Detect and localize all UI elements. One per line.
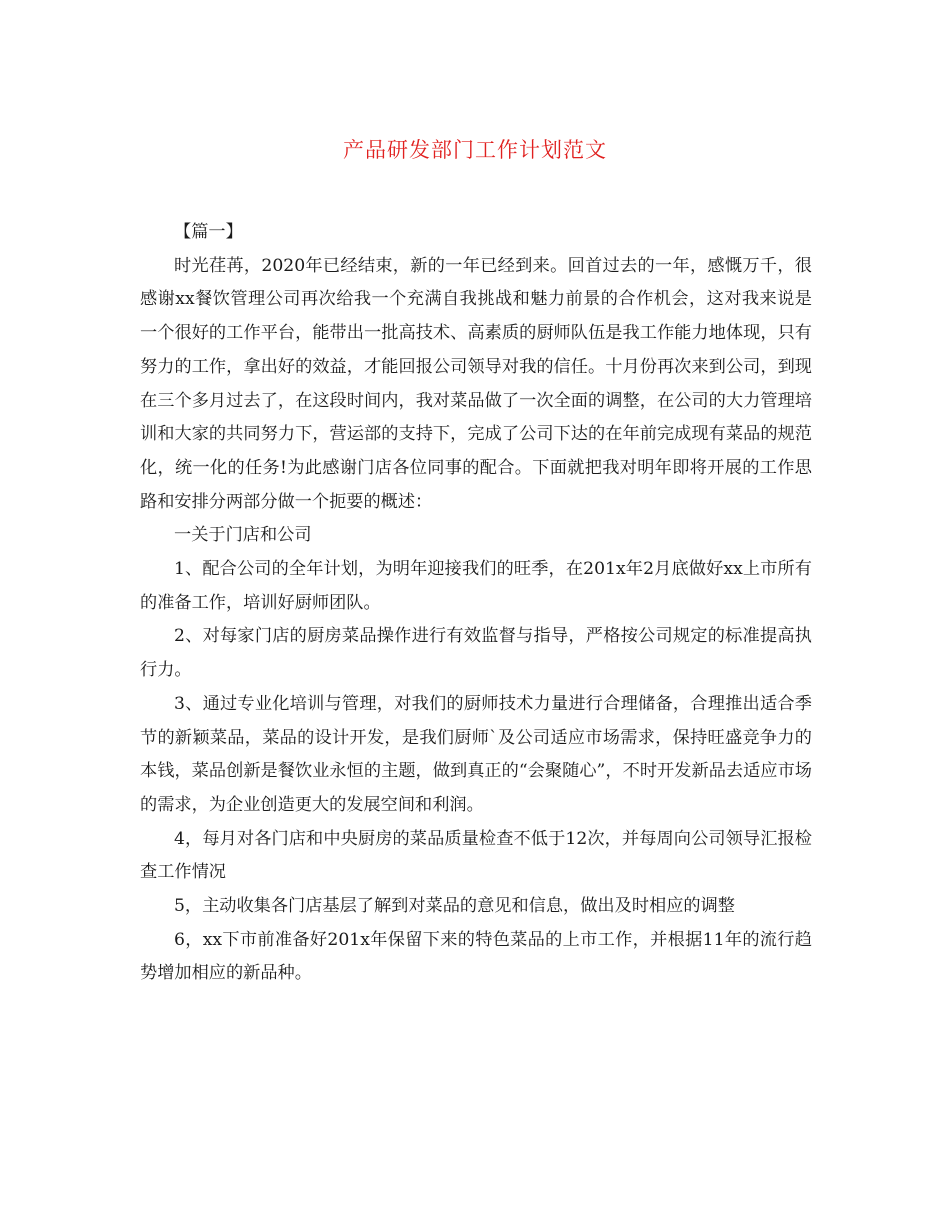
paragraph-item-6: 6，xx下市前准备好201x年保留下来的特色菜品的上市工作，并根据11年的流行趋势增加相应的新品种。 — [140, 929, 812, 984]
document-body — [140, 216, 812, 991]
paragraph-heading: 一关于门店和公司 — [174, 525, 312, 546]
paragraph-item-2: 2、对每家门店的厨房菜品操作进行有效监督与指导，严格按公司规定的标准提高执行力。 — [140, 626, 812, 681]
document-title: 产品研发部门工作计划范文 — [343, 138, 607, 162]
paragraph-intro: 时光荏苒，2020年已经结束，新的一年已经到来。回首过去的一年，感慨万千，很感谢xx餐饮管理公司再次给我一个充满自我挑战和魅力前景的合作机会，这对我来说是一个很好的工作平台，能带出一批高技术、高素质的厨师队伍是我工作能力地体现，只有努力的工作，拿出好的效益，才能回报公司领导对我的信任。十月份再次来到公司，到现在三个多月过去了，在这段时间内，我对菜品做了一次全面的调整，在公司的大力管理培训和大家的共同努力下，营运部的支持下，完成了公司下达的在年前完成现有菜品的规范化，统一化的任务!为此感谢门店各位同事的配合。下面就把我对明年即将开展的工作思路和安排分两部分做一个扼要的概述： — [140, 255, 812, 512]
paragraph-item-3: 3、通过专业化培训与管理，对我们的厨师技术力量进行合理储备，合理推出适合季节的新颖菜品，菜品的设计开发，是我们厨师`及公司适应市场需求，保持旺盛竞争力的本钱，菜品创新是餐饮业永恒的主题，做到真正的“会聚随心”，不时开发新品去适应市场的需求，为企业创造更大的发展空间和利润。 — [140, 693, 812, 815]
section-label: 【篇一】 — [174, 222, 243, 242]
paragraph-item-1: 1、配合公司的全年计划，为明年迎接我们的旺季，在201x年2月底做好xx上市所有的准备工作，培训好厨师团队。 — [140, 559, 812, 613]
paragraph-item-5: 5，主动收集各门店基层了解到对菜品的意见和信息，做出及时相应的调整 — [174, 896, 735, 917]
paragraph-item-4: 4，每月对各门店和中央厨房的菜品质量检查不低于12次，并每周向公司领导汇报检查工作情况 — [140, 828, 812, 883]
